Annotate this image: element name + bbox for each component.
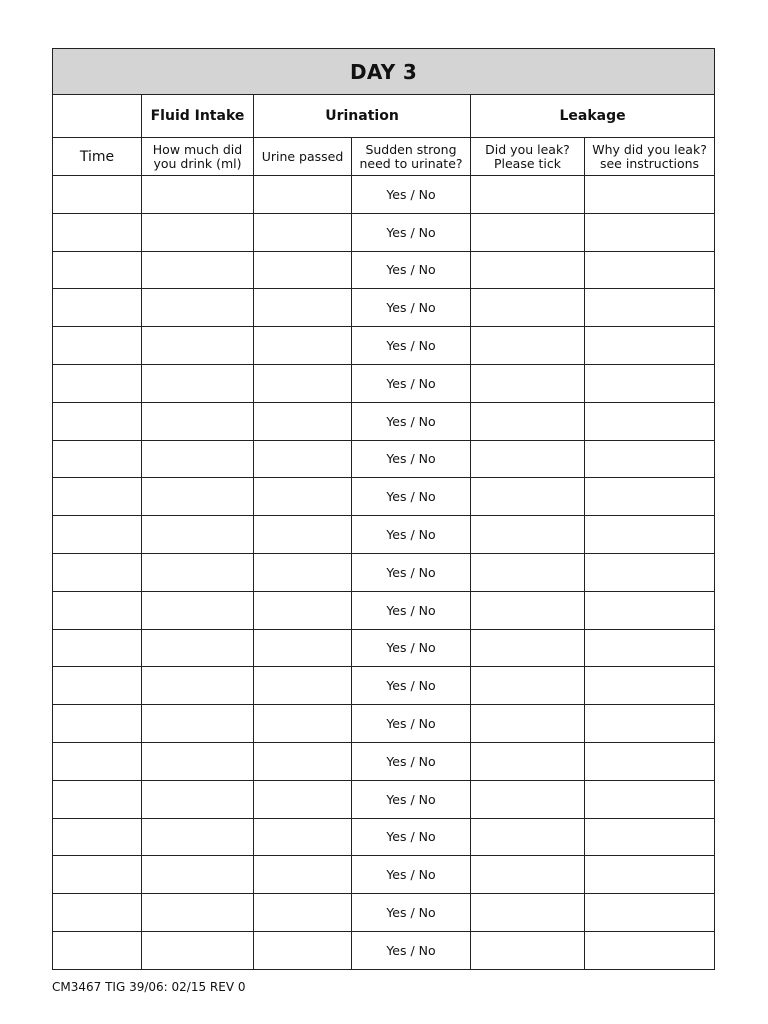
drink-amount-cell[interactable]	[142, 327, 254, 365]
urgency-cell[interactable]: Yes / No	[352, 516, 471, 554]
table-row	[53, 894, 715, 932]
time-cell[interactable]	[53, 818, 142, 856]
table-row	[53, 629, 715, 667]
column-urine-passed: Urine passed	[254, 138, 352, 176]
column-time: Time	[53, 138, 142, 176]
urine-passed-cell[interactable]	[254, 667, 352, 705]
group-leakage: Leakage	[471, 95, 715, 138]
leak-tick-cell[interactable]	[471, 667, 585, 705]
urgency-cell[interactable]: Yes / No	[352, 894, 471, 932]
column-how-much-line2: you drink (ml)	[153, 155, 242, 171]
column-did-you-leak	[471, 138, 585, 176]
drink-amount-cell[interactable]	[142, 213, 254, 251]
table-row	[53, 705, 715, 743]
diary-rows	[53, 176, 715, 970]
table-row	[53, 818, 715, 856]
urgency-cell[interactable]: Yes / No	[352, 478, 471, 516]
leak-tick-cell[interactable]	[471, 213, 585, 251]
column-sudden-line1: Sudden strong	[365, 141, 457, 157]
leak-tick-cell[interactable]	[471, 440, 585, 478]
leak-tick-cell[interactable]	[471, 931, 585, 969]
drink-amount-cell[interactable]	[142, 856, 254, 894]
urine-passed-cell[interactable]	[254, 213, 352, 251]
drink-amount-cell[interactable]	[142, 440, 254, 478]
table-row	[53, 289, 715, 327]
urgency-cell[interactable]: Yes / No	[352, 176, 471, 214]
leak-reason-cell[interactable]	[585, 402, 715, 440]
drink-amount-cell[interactable]	[142, 478, 254, 516]
leak-tick-cell[interactable]	[471, 553, 585, 591]
leak-reason-cell[interactable]	[585, 516, 715, 554]
leak-tick-cell[interactable]	[471, 289, 585, 327]
urgency-cell[interactable]: Yes / No	[352, 780, 471, 818]
table-row	[53, 440, 715, 478]
table-row	[53, 591, 715, 629]
drink-amount-cell[interactable]	[142, 364, 254, 402]
leak-tick-cell[interactable]	[471, 818, 585, 856]
leak-tick-cell[interactable]	[471, 478, 585, 516]
document-code: CM3467 TIG 39/06: 02/15 REV 0	[52, 980, 246, 994]
leak-reason-cell[interactable]	[585, 931, 715, 969]
leak-reason-cell[interactable]	[585, 629, 715, 667]
column-why-leak-line2: see instructions	[599, 155, 700, 171]
time-cell[interactable]	[53, 176, 142, 214]
group-empty-cell	[53, 95, 142, 138]
leak-reason-cell[interactable]	[585, 591, 715, 629]
drink-amount-cell[interactable]	[142, 176, 254, 214]
urine-passed-cell[interactable]	[254, 364, 352, 402]
urgency-cell[interactable]: Yes / No	[352, 289, 471, 327]
time-cell[interactable]	[53, 402, 142, 440]
urgency-cell[interactable]: Yes / No	[352, 251, 471, 289]
table-row	[53, 856, 715, 894]
drink-amount-cell[interactable]	[142, 667, 254, 705]
urgency-cell[interactable]: Yes / No	[352, 856, 471, 894]
urgency-cell[interactable]: Yes / No	[352, 440, 471, 478]
time-cell[interactable]	[53, 667, 142, 705]
time-cell[interactable]	[53, 364, 142, 402]
day-title: DAY 3	[53, 49, 715, 95]
time-cell[interactable]	[53, 705, 142, 743]
table-row	[53, 516, 715, 554]
leak-tick-cell[interactable]	[471, 705, 585, 743]
leak-tick-cell[interactable]	[471, 780, 585, 818]
drink-amount-cell[interactable]	[142, 251, 254, 289]
leak-reason-cell[interactable]	[585, 553, 715, 591]
urine-passed-cell[interactable]	[254, 402, 352, 440]
leak-reason-cell[interactable]	[585, 251, 715, 289]
table-row	[53, 742, 715, 780]
urgency-cell[interactable]: Yes / No	[352, 818, 471, 856]
time-cell[interactable]	[53, 327, 142, 365]
drink-amount-cell[interactable]	[142, 591, 254, 629]
drink-amount-cell[interactable]	[142, 289, 254, 327]
column-sudden-need	[352, 138, 471, 176]
urgency-cell[interactable]: Yes / No	[352, 364, 471, 402]
time-cell[interactable]	[53, 251, 142, 289]
drink-amount-cell[interactable]	[142, 742, 254, 780]
table-row	[53, 780, 715, 818]
urine-passed-cell[interactable]	[254, 478, 352, 516]
urine-passed-cell[interactable]	[254, 440, 352, 478]
leak-reason-cell[interactable]	[585, 327, 715, 365]
column-how-much-line1: How much did	[152, 141, 243, 157]
leak-tick-cell[interactable]	[471, 894, 585, 932]
time-cell[interactable]	[53, 591, 142, 629]
column-did-leak-line1: Did you leak?	[485, 141, 570, 157]
drink-amount-cell[interactable]	[142, 931, 254, 969]
column-why-leak	[585, 138, 715, 176]
urine-passed-cell[interactable]	[254, 856, 352, 894]
urgency-cell[interactable]: Yes / No	[352, 705, 471, 743]
leak-tick-cell[interactable]	[471, 591, 585, 629]
urine-passed-cell[interactable]	[254, 327, 352, 365]
time-cell[interactable]	[53, 856, 142, 894]
table-row	[53, 364, 715, 402]
leak-tick-cell[interactable]	[471, 176, 585, 214]
urine-passed-cell[interactable]	[254, 176, 352, 214]
leak-tick-cell[interactable]	[471, 327, 585, 365]
leak-reason-cell[interactable]	[585, 742, 715, 780]
urgency-cell[interactable]: Yes / No	[352, 327, 471, 365]
table-row	[53, 553, 715, 591]
time-cell[interactable]	[53, 629, 142, 667]
time-cell[interactable]	[53, 516, 142, 554]
drink-amount-cell[interactable]	[142, 402, 254, 440]
urgency-cell[interactable]: Yes / No	[352, 667, 471, 705]
time-cell[interactable]	[53, 780, 142, 818]
column-why-leak-line1: Why did you leak?	[592, 141, 707, 157]
urgency-cell[interactable]: Yes / No	[352, 213, 471, 251]
drink-amount-cell[interactable]	[142, 818, 254, 856]
table-row	[53, 251, 715, 289]
leak-reason-cell[interactable]	[585, 478, 715, 516]
drink-amount-cell[interactable]	[142, 553, 254, 591]
leak-reason-cell[interactable]	[585, 440, 715, 478]
leak-reason-cell[interactable]	[585, 856, 715, 894]
drink-amount-cell[interactable]	[142, 629, 254, 667]
table-row	[53, 478, 715, 516]
column-how-much-drink	[142, 138, 254, 176]
column-did-leak-line2: Please tick	[493, 155, 562, 171]
urine-passed-cell[interactable]	[254, 894, 352, 932]
leak-tick-cell[interactable]	[471, 251, 585, 289]
table-row	[53, 402, 715, 440]
time-cell[interactable]	[53, 478, 142, 516]
urine-passed-cell[interactable]	[254, 629, 352, 667]
time-cell[interactable]	[53, 742, 142, 780]
urgency-cell[interactable]: Yes / No	[352, 553, 471, 591]
table-row	[53, 213, 715, 251]
time-cell[interactable]	[53, 213, 142, 251]
leak-reason-cell[interactable]	[585, 289, 715, 327]
table-row	[53, 176, 715, 214]
drink-amount-cell[interactable]	[142, 894, 254, 932]
table-row	[53, 327, 715, 365]
urine-passed-cell[interactable]	[254, 705, 352, 743]
leak-reason-cell[interactable]	[585, 213, 715, 251]
urgency-cell[interactable]: Yes / No	[352, 742, 471, 780]
urine-passed-cell[interactable]	[254, 251, 352, 289]
leak-tick-cell[interactable]	[471, 364, 585, 402]
leak-reason-cell[interactable]	[585, 176, 715, 214]
urine-passed-cell[interactable]	[254, 591, 352, 629]
leak-reason-cell[interactable]	[585, 894, 715, 932]
time-cell[interactable]	[53, 931, 142, 969]
urgency-cell[interactable]: Yes / No	[352, 931, 471, 969]
urine-passed-cell[interactable]	[254, 289, 352, 327]
drink-amount-cell[interactable]	[142, 780, 254, 818]
leak-tick-cell[interactable]	[471, 856, 585, 894]
leak-reason-cell[interactable]	[585, 780, 715, 818]
leak-reason-cell[interactable]	[585, 818, 715, 856]
table-row	[53, 931, 715, 969]
group-fluid-intake: Fluid Intake	[142, 95, 254, 138]
urgency-cell[interactable]: Yes / No	[352, 629, 471, 667]
drink-amount-cell[interactable]	[142, 705, 254, 743]
leak-reason-cell[interactable]	[585, 705, 715, 743]
urine-passed-cell[interactable]	[254, 516, 352, 554]
leak-tick-cell[interactable]	[471, 402, 585, 440]
leak-tick-cell[interactable]	[471, 742, 585, 780]
urgency-cell[interactable]: Yes / No	[352, 591, 471, 629]
urgency-cell[interactable]: Yes / No	[352, 402, 471, 440]
leak-reason-cell[interactable]	[585, 667, 715, 705]
column-sudden-line2: need to urinate?	[359, 155, 463, 171]
bladder-diary-table	[52, 48, 715, 970]
time-cell[interactable]	[53, 553, 142, 591]
urine-passed-cell[interactable]	[254, 780, 352, 818]
urine-passed-cell[interactable]	[254, 742, 352, 780]
time-cell[interactable]	[53, 440, 142, 478]
table-row	[53, 667, 715, 705]
urine-passed-cell[interactable]	[254, 931, 352, 969]
leak-tick-cell[interactable]	[471, 516, 585, 554]
leak-reason-cell[interactable]	[585, 364, 715, 402]
leak-tick-cell[interactable]	[471, 629, 585, 667]
time-cell[interactable]	[53, 289, 142, 327]
urine-passed-cell[interactable]	[254, 553, 352, 591]
drink-amount-cell[interactable]	[142, 516, 254, 554]
group-urination: Urination	[254, 95, 471, 138]
urine-passed-cell[interactable]	[254, 818, 352, 856]
time-cell[interactable]	[53, 894, 142, 932]
